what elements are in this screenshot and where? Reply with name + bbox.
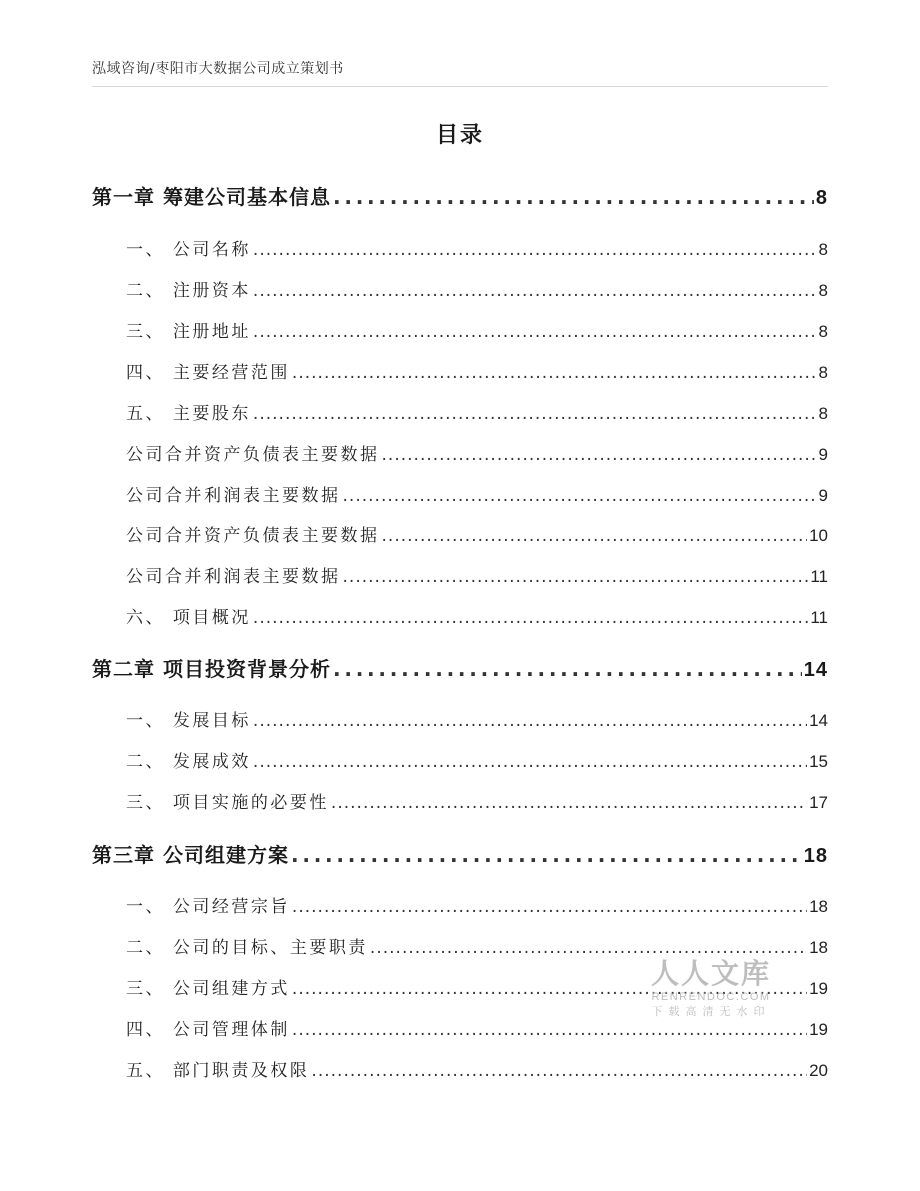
toc-entry-label: 第三章 公司组建方案 [92,843,289,867]
toc-entry-label: 第一章 筹建公司基本信息 [92,185,331,209]
toc-entry[interactable] [126,892,828,917]
watermark-subtitle: 下载高清无水印 [651,1005,771,1018]
toc-entry-label: 公司合并资产负债表主要数据 [126,445,380,465]
toc-page-number: 14 [803,659,828,681]
toc-entry-label: 公司合并利润表主要数据 [126,567,341,587]
dot-leader [253,404,817,424]
toc-entry[interactable] [126,399,828,424]
toc-entry-label: 二、 公司的目标、主要职责 [126,938,368,958]
dot-leader [253,711,807,731]
document-header: 泓域咨询/枣阳市大数据公司成立策划书 [92,61,344,77]
dot-leader [292,897,807,917]
toc-entry-label: 一、 公司名称 [126,240,251,260]
toc-entry[interactable] [126,440,828,465]
toc-entry-label: 四、 公司管理体制 [126,1020,290,1040]
dot-leader [370,938,807,958]
toc-page-number: 15 [809,752,828,771]
toc-entry[interactable] [126,747,828,772]
toc-entry[interactable] [126,235,828,260]
toc-entry[interactable] [126,562,828,587]
toc-page-number: 19 [809,979,828,998]
dot-leader [292,1020,807,1040]
toc-entry-label: 公司合并资产负债表主要数据 [126,526,380,546]
toc-page-number: 11 [810,608,828,627]
toc-entry-label: 公司合并利润表主要数据 [126,486,341,506]
toc-entry[interactable] [126,706,828,731]
dot-leader [253,240,817,260]
dot-leader [291,843,802,867]
toc-page-number: 10 [809,526,828,545]
toc-entry-label: 二、 发展成效 [126,752,251,772]
toc-entry-label: 五、 主要股东 [126,404,251,424]
dot-leader [253,752,807,772]
watermark-logo [646,958,776,1020]
toc-page-number: 8 [818,281,828,300]
toc-entry-label: 四、 主要经营范围 [126,363,290,383]
watermark-title: 人人文库 [650,957,771,990]
toc-entry[interactable] [126,933,828,958]
toc-entry-label: 三、 项目实施的必要性 [126,793,329,813]
toc-entry-label: 二、 注册资本 [126,281,251,301]
dot-leader [311,1061,807,1081]
toc-chapter-1[interactable] [92,181,828,210]
toc-page-number: 14 [809,711,828,730]
dot-leader [333,185,814,209]
dot-leader [382,526,808,546]
toc-page-number: 17 [809,793,828,812]
dot-leader [343,567,809,587]
dot-leader [382,445,817,465]
toc-entry-label: 三、 注册地址 [126,322,251,342]
toc-entry-label: 三、 公司组建方式 [126,979,290,999]
toc-entry[interactable] [126,788,828,813]
dot-leader [253,322,817,342]
toc-page-number: 8 [818,240,828,259]
toc-page-number: 18 [803,845,828,867]
toc-entry-label: 一、 发展目标 [126,711,251,731]
toc-entry-label: 第二章 项目投资背景分析 [92,657,331,681]
dot-leader [331,793,807,813]
toc-page-number: 8 [818,363,828,382]
toc-page-number: 11 [810,567,828,586]
toc-page-number: 19 [809,1020,828,1039]
toc-chapter-3[interactable] [92,839,828,868]
toc-entry-label: 一、 公司经营宗旨 [126,897,290,917]
toc-entry-label: 五、 部门职责及权限 [126,1061,310,1081]
toc-entry[interactable] [126,521,828,546]
toc-page-number: 18 [809,938,828,957]
toc-page-number: 18 [809,897,828,916]
dot-leader [292,363,817,383]
dot-leader [343,486,817,506]
toc-entry-label: 六、 项目概况 [126,608,251,628]
toc-chapter-2[interactable] [92,653,828,682]
toc-title: 目录 [435,123,484,148]
toc-entry[interactable] [126,1056,828,1081]
dot-leader [333,657,802,681]
dot-leader [253,281,817,301]
toc-entry[interactable] [126,276,828,301]
toc-page-number: 8 [815,187,828,209]
toc-entry[interactable] [126,481,828,506]
toc-entry[interactable] [126,603,828,628]
toc-page-number: 8 [818,322,828,341]
toc-page-number: 9 [818,445,828,464]
toc-page-number: 20 [809,1061,828,1080]
toc-entry[interactable] [126,358,828,383]
toc-page-number: 8 [818,404,828,423]
toc-page-number: 9 [818,486,828,505]
watermark-url: RENRENDOC.COM [651,991,771,1003]
dot-leader [253,608,808,628]
toc-entry[interactable] [126,317,828,342]
